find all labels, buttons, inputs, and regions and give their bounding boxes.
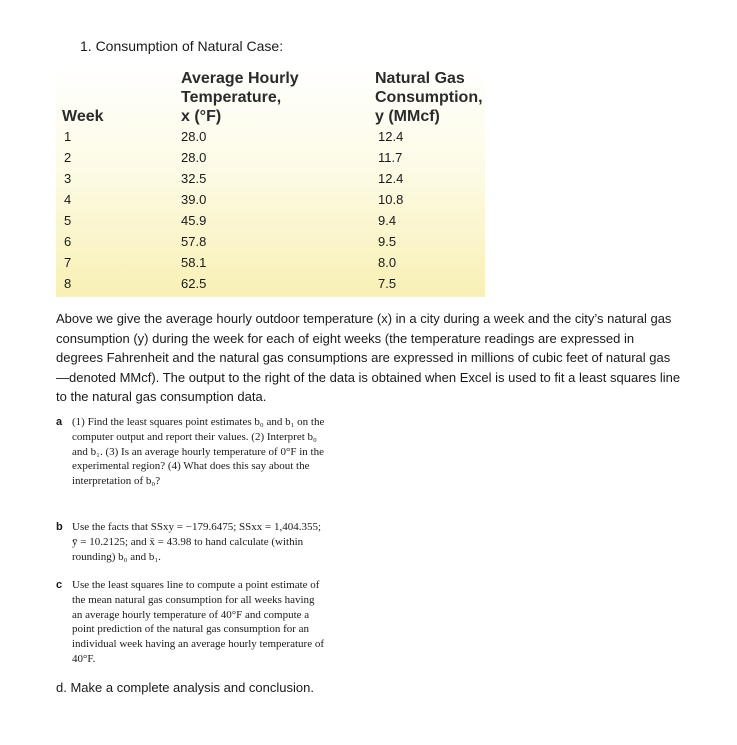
table-row [56,273,485,294]
cell-temperature: 45.9 [181,213,207,228]
table-row [56,147,485,168]
cell-gas: 11.7 [378,150,403,165]
cell-gas: 9.5 [378,234,397,249]
cell-week: 5 [64,213,72,228]
question-part-c [56,578,326,667]
cell-temperature: 28.0 [181,150,207,165]
table-row [56,126,485,147]
cell-gas: 12.4 [378,171,404,186]
part-text: (1) Find the least squares point estimates b₀ and b₁ on the computer output and report their values. (2) Interpret b₀ and b₁. (3) Is an average hourly temperature of 0°F in the experimental region? (4) What does this say about the interpretation of b₀? [72,416,325,488]
cell-temperature: 39.0 [181,192,207,207]
table-row [56,168,485,189]
table-row [56,210,485,231]
cell-temperature: 28.0 [181,129,207,144]
cell-week: 8 [64,276,72,291]
column-header-gas [375,69,483,126]
table-row [56,231,485,252]
cell-week: 6 [64,234,72,249]
cell-gas: 12.4 [378,129,404,144]
column-header-temperature [181,69,299,126]
gas-header-line2: Consumption, [375,89,483,106]
question-part-d: d. Make a complete analysis and conclusion. [56,680,314,695]
part-letter: a [56,416,63,428]
temp-header-line3: x (°F) [181,108,222,125]
cell-temperature: 62.5 [181,276,207,291]
cell-gas: 7.5 [378,276,397,291]
gas-header-line3: y (MMcf) [375,108,440,125]
problem-description: Above we give the average hourly outdoor temperature (x) in a city during a week and the city’s natural gas consumption (y) during the week for each of eight weeks (the temperature readings are expressed in degrees Fahrenheit and the natural gas consumptions are expressed in millions of cubic feet of natural gas—denoted MMcf). The output to the right of the data is obtained when Excel is used to fit a least squares line to the natural gas consumption data. [56,311,681,404]
gas-header-line1: Natural Gas [375,70,465,87]
cell-temperature: 57.8 [181,234,207,249]
cell-week: 7 [64,255,72,270]
cell-gas: 9.4 [378,213,397,228]
question-heading: 1. Consumption of Natural Case: [80,38,284,54]
part-letter: c [56,579,63,591]
column-header-week: Week [62,108,104,125]
cell-gas: 10.8 [378,192,404,207]
question-part-a [56,415,326,489]
cell-temperature: 32.5 [181,171,207,186]
table-row [56,252,485,273]
cell-week: 1 [64,129,72,144]
cell-gas: 8.0 [378,255,397,270]
temp-header-line1: Average Hourly [181,70,299,87]
cell-week: 4 [64,192,72,207]
part-letter: b [56,521,63,533]
part-text: Use the least squares line to compute a point estimate of the mean natural gas consumption for all weeks having an average hourly temperature of 40°F and compute a point prediction of the natural gas consumption for an individual week having an average hourly temperature of 40°F. [72,579,324,665]
temp-header-line2: Temperature, [181,89,282,106]
cell-week: 3 [64,171,72,186]
table-row [56,189,485,210]
cell-temperature: 58.1 [181,255,207,270]
cell-week: 2 [64,150,72,165]
question-part-b [56,520,326,564]
part-text: Use the facts that SSxy = −179.6475; SSxx = 1,404.355; ȳ = 10.2125; and x̄ = 43.98 to hand calculate (within rounding) b₀ and b₁. [72,521,321,563]
